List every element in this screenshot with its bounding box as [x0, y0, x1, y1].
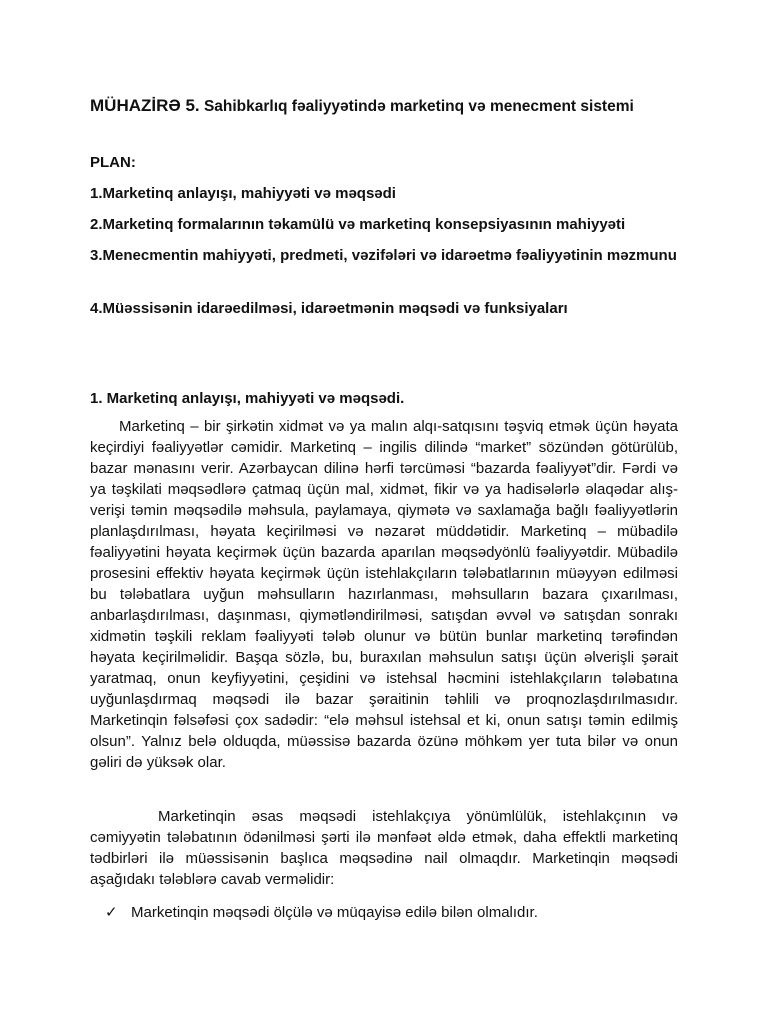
plan-item-2: 2.Marketinq formalarının təkamülü və marketinq konsepsiyasının mahiyyəti — [90, 216, 626, 233]
plan-item-1: 1.Marketinq anlayışı, mahiyyəti və məqsədi — [90, 185, 396, 202]
plan-label: PLAN: — [90, 154, 136, 171]
section-heading: 1. Marketinq anlayışı, mahiyyəti və məqsədi. — [90, 390, 405, 407]
checkmark-icon: ✓ — [105, 903, 118, 921]
plan-item-4: 4.Müəssisənin idarəedilməsi, idarəetmənin məqsədi və funksiyaları — [90, 300, 568, 317]
lecture-title-text: Sahibkarlıq fəaliyyətində marketinq və menecment sistemi — [203, 98, 634, 115]
body-paragraph-1: Marketinq – bir şirkətin xidmət və ya malın alqı-satqısını təşviq etmək üçün həyata keçirdiyi fəaliyyətlər cəmidir. Marketinq – ingilis dilində “market” sözündən götürülüb, bazar mənasını verir. Azərbaycan dilinə hərfi tərcüməsi “bazarda fəaliyyət”dir. Fərdi və ya təşkilati məqsədlərə çatmaq üçün mal, xidmət, fikir və ya hadisələrlə əlaqədar alış-verişi təmin məqsədilə məhsula, paylamaya, qiymətə və saxlamağa bağlı fəaliyyətlərin planlaşdırılması, həyata keçirilməsi və nəzarət müddətidir. Marketinq – mübadilə fəaliyyətini həyata keçirmək üçün bazarda aparılan məqsədyönlü fəaliyyətdir. Mübadilə prosesini effektiv həyata keçirmək üçün istehlakçıların tələbatlarının müəyyən edilməsi bu tələbatlara uyğun məhsulların hazırlanması, məhsulların bazara çıxarılması, anbarlaşdırılması, daşınması, qiymətləndirilməsi, satışdan əvvəl və satışdan sonrakı xidmətin təşkili reklam fəaliyyəti tələb olunur və bütün bunlar marketinq tərəfindən həyata keçirilməlidir. Başqa sözlə, bu, buraxılan məhsulun satışı üçün əlverişli şərait yaratmaq, onun keyfiyyətini, çeşidini və istehsal həcmini istehlakçıların tələbatına uyğunlaşdırmaq məqsədi ilə bazar şəraitinin təhlili və proqnozlaşdırılmasıdır. Marketinqin fəlsəfəsi çox sadədir: “elə məhsul istehsal et ki, onun satışı təmin edilmiş olsun”. Yalnız belə olduqda, müəssisə bazarda özünə möhkəm yer tuta bilər və onun gəliri də yüksək olar. — [90, 418, 678, 771]
checklist-item-text: Marketinqin məqsədi ölçülə və müqayisə edilə bilən olmalıdır. — [131, 904, 538, 921]
plan-item-3: 3.Menecmentin mahiyyəti, predmeti, vəzifələri və idarəetmə fəaliyyətinin məzmunu — [90, 247, 677, 264]
lecture-title — [90, 94, 678, 118]
body-paragraph-2: Marketinqin əsas məqsədi istehlakçıya yönümlülük, istehlakçının və cəmiyyətin tələbatının ödənilməsi şərti ilə mənfəət əldə etmək, daha effektli marketinq tədbirləri ilə müəssisənin başlıca məqsədinə nail olmaqdır. Marketinqin məqsədi aşağıdakı tələblərə cavab verməlidir: — [90, 808, 678, 888]
lecture-label: MÜHAZİRƏ 5. — [90, 96, 200, 115]
checklist-item — [105, 902, 678, 923]
